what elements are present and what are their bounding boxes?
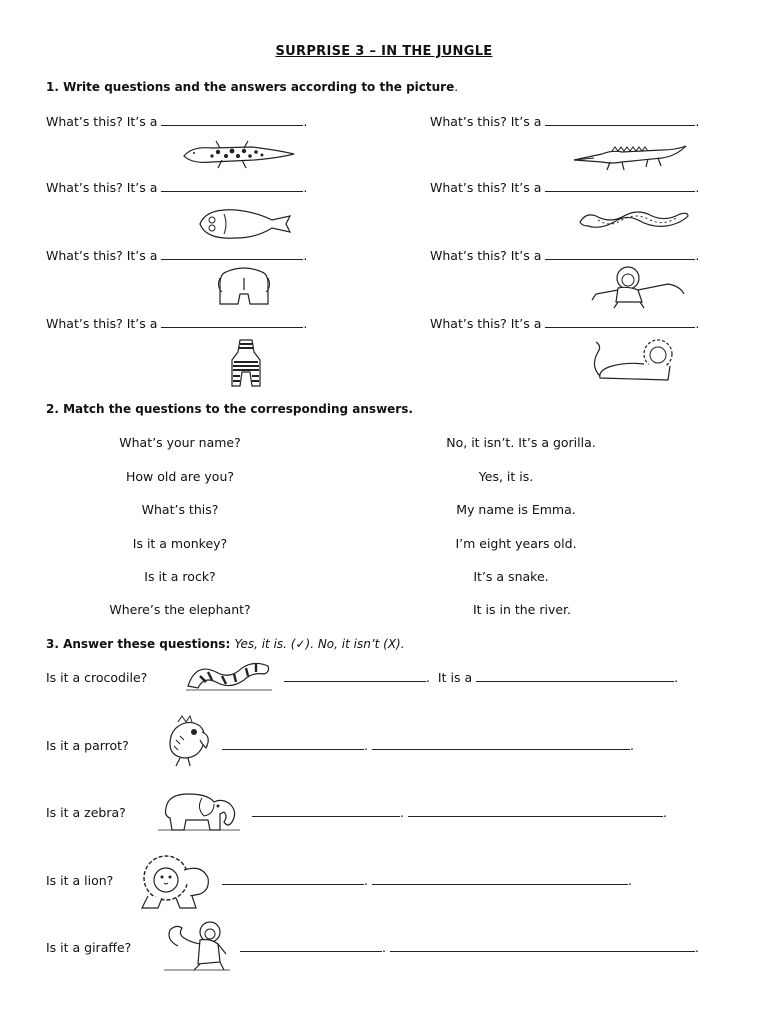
s3-answer-giraffe: . . [240, 940, 699, 955]
match-question: How old are you? [125, 469, 235, 484]
s3-answer-parrot: . . [222, 738, 634, 753]
monkey-icon [164, 918, 230, 972]
s1-prompt: What’s this? It’s a [430, 248, 542, 263]
s1-end: . [695, 316, 700, 331]
answer-blank[interactable] [545, 248, 695, 260]
section-1-heading-period: . [454, 80, 459, 94]
elephant-icon [158, 788, 240, 832]
s1-question-1 [46, 114, 307, 129]
answer-blank[interactable] [161, 316, 303, 328]
match-answer: I’m eight years old. [455, 536, 577, 551]
s3-question-parrot: Is it a parrot? [46, 738, 129, 753]
match-question: What’s your name? [119, 435, 241, 450]
match-answer: It’s a snake. [473, 569, 549, 584]
zebra-back-icon [228, 338, 264, 390]
s3-question-giraffe: Is it a giraffe? [46, 940, 132, 955]
section-3-heading-text: 3. Answer these questions: [46, 637, 231, 651]
s3-answer-crocodile: . It is a . [284, 670, 678, 685]
s1-prompt: What’s this? It’s a [46, 316, 158, 331]
snake-icon [186, 658, 272, 692]
s1-prompt: What’s this? It’s a [46, 180, 158, 195]
lion-icon [140, 850, 212, 914]
s1-prompt: What’s this? It’s a [46, 248, 158, 263]
answer-blank[interactable] [408, 805, 663, 817]
s3-question-zebra: Is it a zebra? [46, 805, 126, 820]
answer-blank[interactable] [372, 738, 630, 750]
answer-blank[interactable] [161, 248, 303, 260]
section-2-heading: 2. Match the questions to the corresponding answers. [46, 402, 413, 416]
s3-answer-lion: . . [222, 873, 632, 888]
s1-question-7 [46, 316, 307, 331]
yes-no-blank[interactable] [222, 873, 364, 885]
s1-end: . [303, 316, 308, 331]
match-answer: Yes, it is. [478, 469, 534, 484]
s1-question-4 [430, 180, 699, 195]
section-3-hint: Yes, it is. (✓). No, it isn’t (X). [234, 637, 405, 651]
section-3-heading [46, 637, 405, 651]
s1-prompt: What’s this? It’s a [46, 114, 158, 129]
s1-question-8 [430, 316, 699, 331]
s1-end: . [303, 180, 308, 195]
section-1-heading-text: 1. Write questions and the answers according to the picture [46, 80, 455, 94]
yes-no-blank[interactable] [252, 805, 400, 817]
match-question: Is it a monkey? [132, 536, 228, 551]
match-answer: It is in the river. [472, 602, 572, 617]
s3-question-lion: Is it a lion? [46, 873, 114, 888]
answer-blank[interactable] [545, 114, 695, 126]
parrot-icon [162, 714, 212, 768]
page-title: SURPRISE 3 – IN THE JUNGLE [275, 44, 493, 59]
answer-blank[interactable] [476, 670, 674, 682]
s3-question-crocodile: Is it a crocodile? [46, 670, 148, 685]
answer-blank[interactable] [545, 180, 695, 192]
yes-no-blank[interactable] [222, 738, 364, 750]
s1-question-2 [430, 114, 699, 129]
yes-no-blank[interactable] [284, 670, 426, 682]
s1-end: . [303, 114, 308, 129]
answer-blank[interactable] [161, 180, 303, 192]
s1-question-5 [46, 248, 307, 263]
match-question: Is it a rock? [144, 569, 216, 584]
elephant-back-icon [216, 264, 272, 310]
s1-end: . [695, 114, 700, 129]
answer-blank[interactable] [372, 873, 628, 885]
snake-icon [576, 204, 690, 230]
match-question: Where’s the elephant? [109, 602, 251, 617]
spotted-crocodile-icon [182, 138, 298, 172]
match-question: What’s this? [141, 502, 219, 517]
match-answer: My name is Emma. [456, 502, 576, 517]
fish-icon [196, 204, 292, 244]
s3-answer-zebra: . . [252, 805, 667, 820]
s1-end: . [695, 248, 700, 263]
yes-no-blank[interactable] [240, 940, 382, 952]
answer-blank[interactable] [390, 940, 695, 952]
lion-icon [588, 336, 684, 386]
s1-question-6 [430, 248, 699, 263]
s1-end: . [303, 248, 308, 263]
s1-end: . [695, 180, 700, 195]
match-answer: No, it isn’t. It’s a gorilla. [446, 435, 596, 450]
s1-prompt: What’s this? It’s a [430, 114, 542, 129]
answer-blank[interactable] [545, 316, 695, 328]
monkey-icon [588, 264, 688, 310]
s1-prompt: What’s this? It’s a [430, 316, 542, 331]
s1-question-3 [46, 180, 307, 195]
s1-prompt: What’s this? It’s a [430, 180, 542, 195]
section-1-heading [46, 80, 458, 94]
it-is-label: It is a [437, 670, 473, 685]
crocodile-icon [572, 140, 688, 172]
answer-blank[interactable] [161, 114, 303, 126]
